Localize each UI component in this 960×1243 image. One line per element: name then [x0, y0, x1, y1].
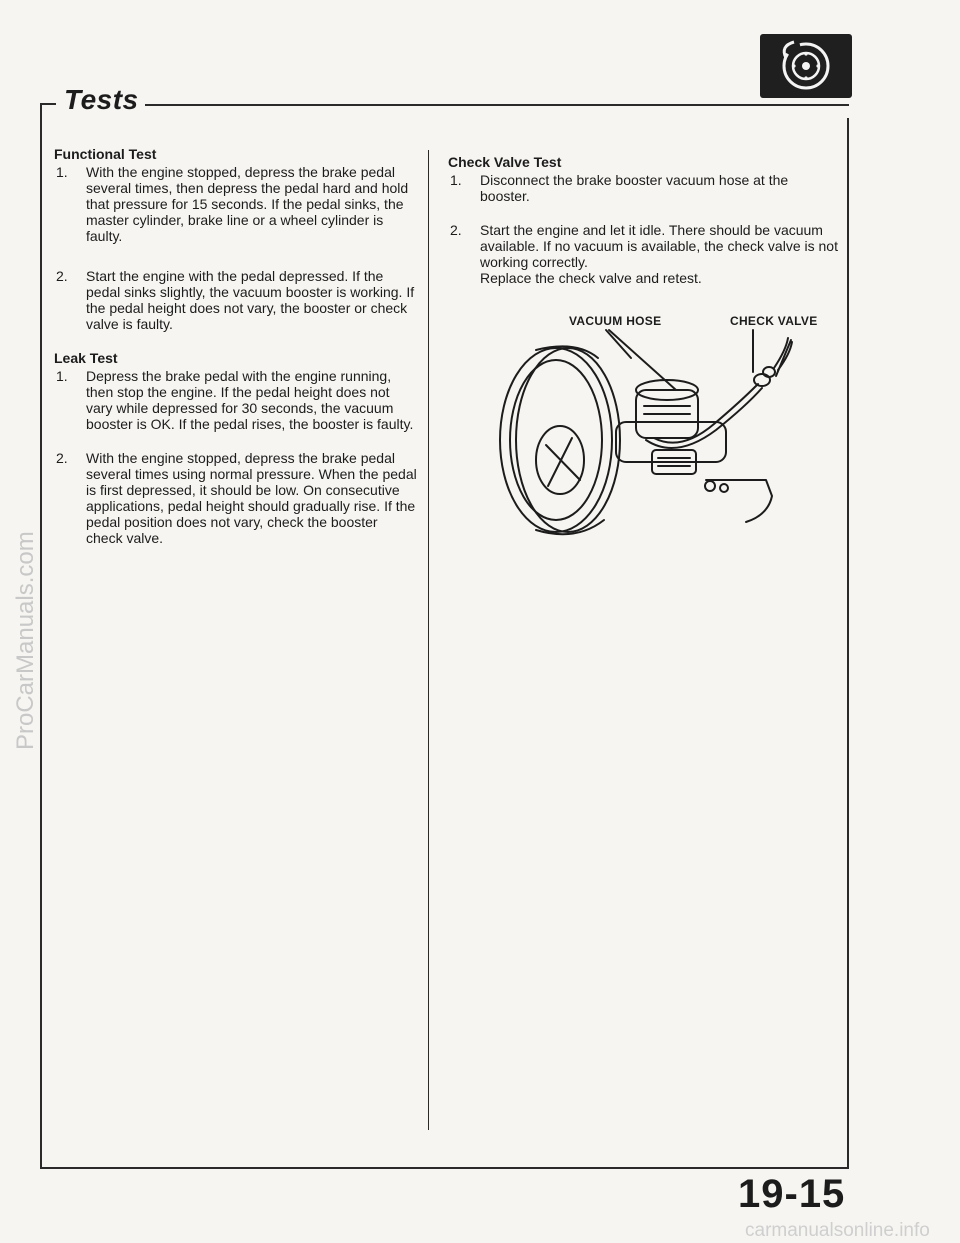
step-number: 1.	[56, 164, 68, 180]
check-valve-label: CHECK VALVE	[730, 314, 818, 328]
side-watermark: ProCarManuals.com	[12, 531, 39, 750]
page-number: 19-15	[738, 1172, 846, 1216]
step-number: 2.	[450, 222, 462, 238]
step-text-followup: Replace the check valve and retest.	[480, 270, 702, 286]
leak-test-heading: Leak Test	[54, 350, 118, 366]
check-valve-test-step-1	[448, 172, 838, 204]
check-valve-test-step-2	[448, 222, 838, 286]
step-text-main: Start the engine and let it idle. There should be vacuum available. If no vacuum is available, the check valve is not working correctly.	[480, 222, 838, 270]
leak-test-step-1	[54, 368, 418, 432]
step-text: With the engine stopped, depress the brake pedal several times, then depress the pedal hard and hold that pressure for 15 seconds. If the pedal sinks, the master cylinder, brake line or a wheel cylinder is faulty.	[86, 164, 409, 244]
section-title: Tests	[64, 84, 145, 116]
step-text: Start the engine with the pedal depressed. If the pedal sinks slightly, the vacuum booster is working. If the pedal height does not vary, the booster or check valve is faulty.	[86, 268, 415, 332]
step-number: 1.	[56, 368, 68, 384]
right-column	[448, 154, 838, 304]
functional-test-step-1	[54, 164, 418, 244]
leak-test-step-2	[54, 450, 418, 546]
column-divider	[428, 150, 429, 1130]
step-text: Depress the brake pedal with the engine running, then stop the engine. If the pedal height does not vary while depressed for 30 seconds, the vacuum booster is OK. If the pedal rises, the booster is faulty.	[86, 368, 414, 432]
step-number: 2.	[56, 268, 68, 284]
left-column	[54, 146, 418, 564]
header-corner-rule	[40, 103, 56, 105]
bottom-border-rule	[40, 1167, 849, 1169]
vacuum-hose-label: VACUUM HOSE	[569, 314, 662, 328]
step-text	[480, 222, 838, 286]
right-border-rule	[847, 118, 849, 1168]
step-text: Disconnect the brake booster vacuum hose at the booster.	[480, 172, 789, 204]
bottom-watermark: carmanualsonline.info	[745, 1220, 930, 1241]
brake-booster-figure	[476, 310, 836, 560]
brake-disc-icon	[760, 34, 852, 98]
brake-booster-illustration	[476, 310, 836, 560]
functional-test-step-2	[54, 268, 418, 332]
left-border-rule	[40, 104, 42, 1167]
step-number: 1.	[450, 172, 462, 188]
functional-test-heading: Functional Test	[54, 146, 157, 162]
header-rule	[130, 104, 849, 106]
step-text: With the engine stopped, depress the brake pedal several times using normal pressure. When the pedal is first depressed, it should be low. On consecutive applications, pedal height should gradually rise. If the pedal position does not vary, check the booster check valve.	[86, 450, 417, 546]
step-number: 2.	[56, 450, 68, 466]
check-valve-test-heading: Check Valve Test	[448, 154, 562, 170]
